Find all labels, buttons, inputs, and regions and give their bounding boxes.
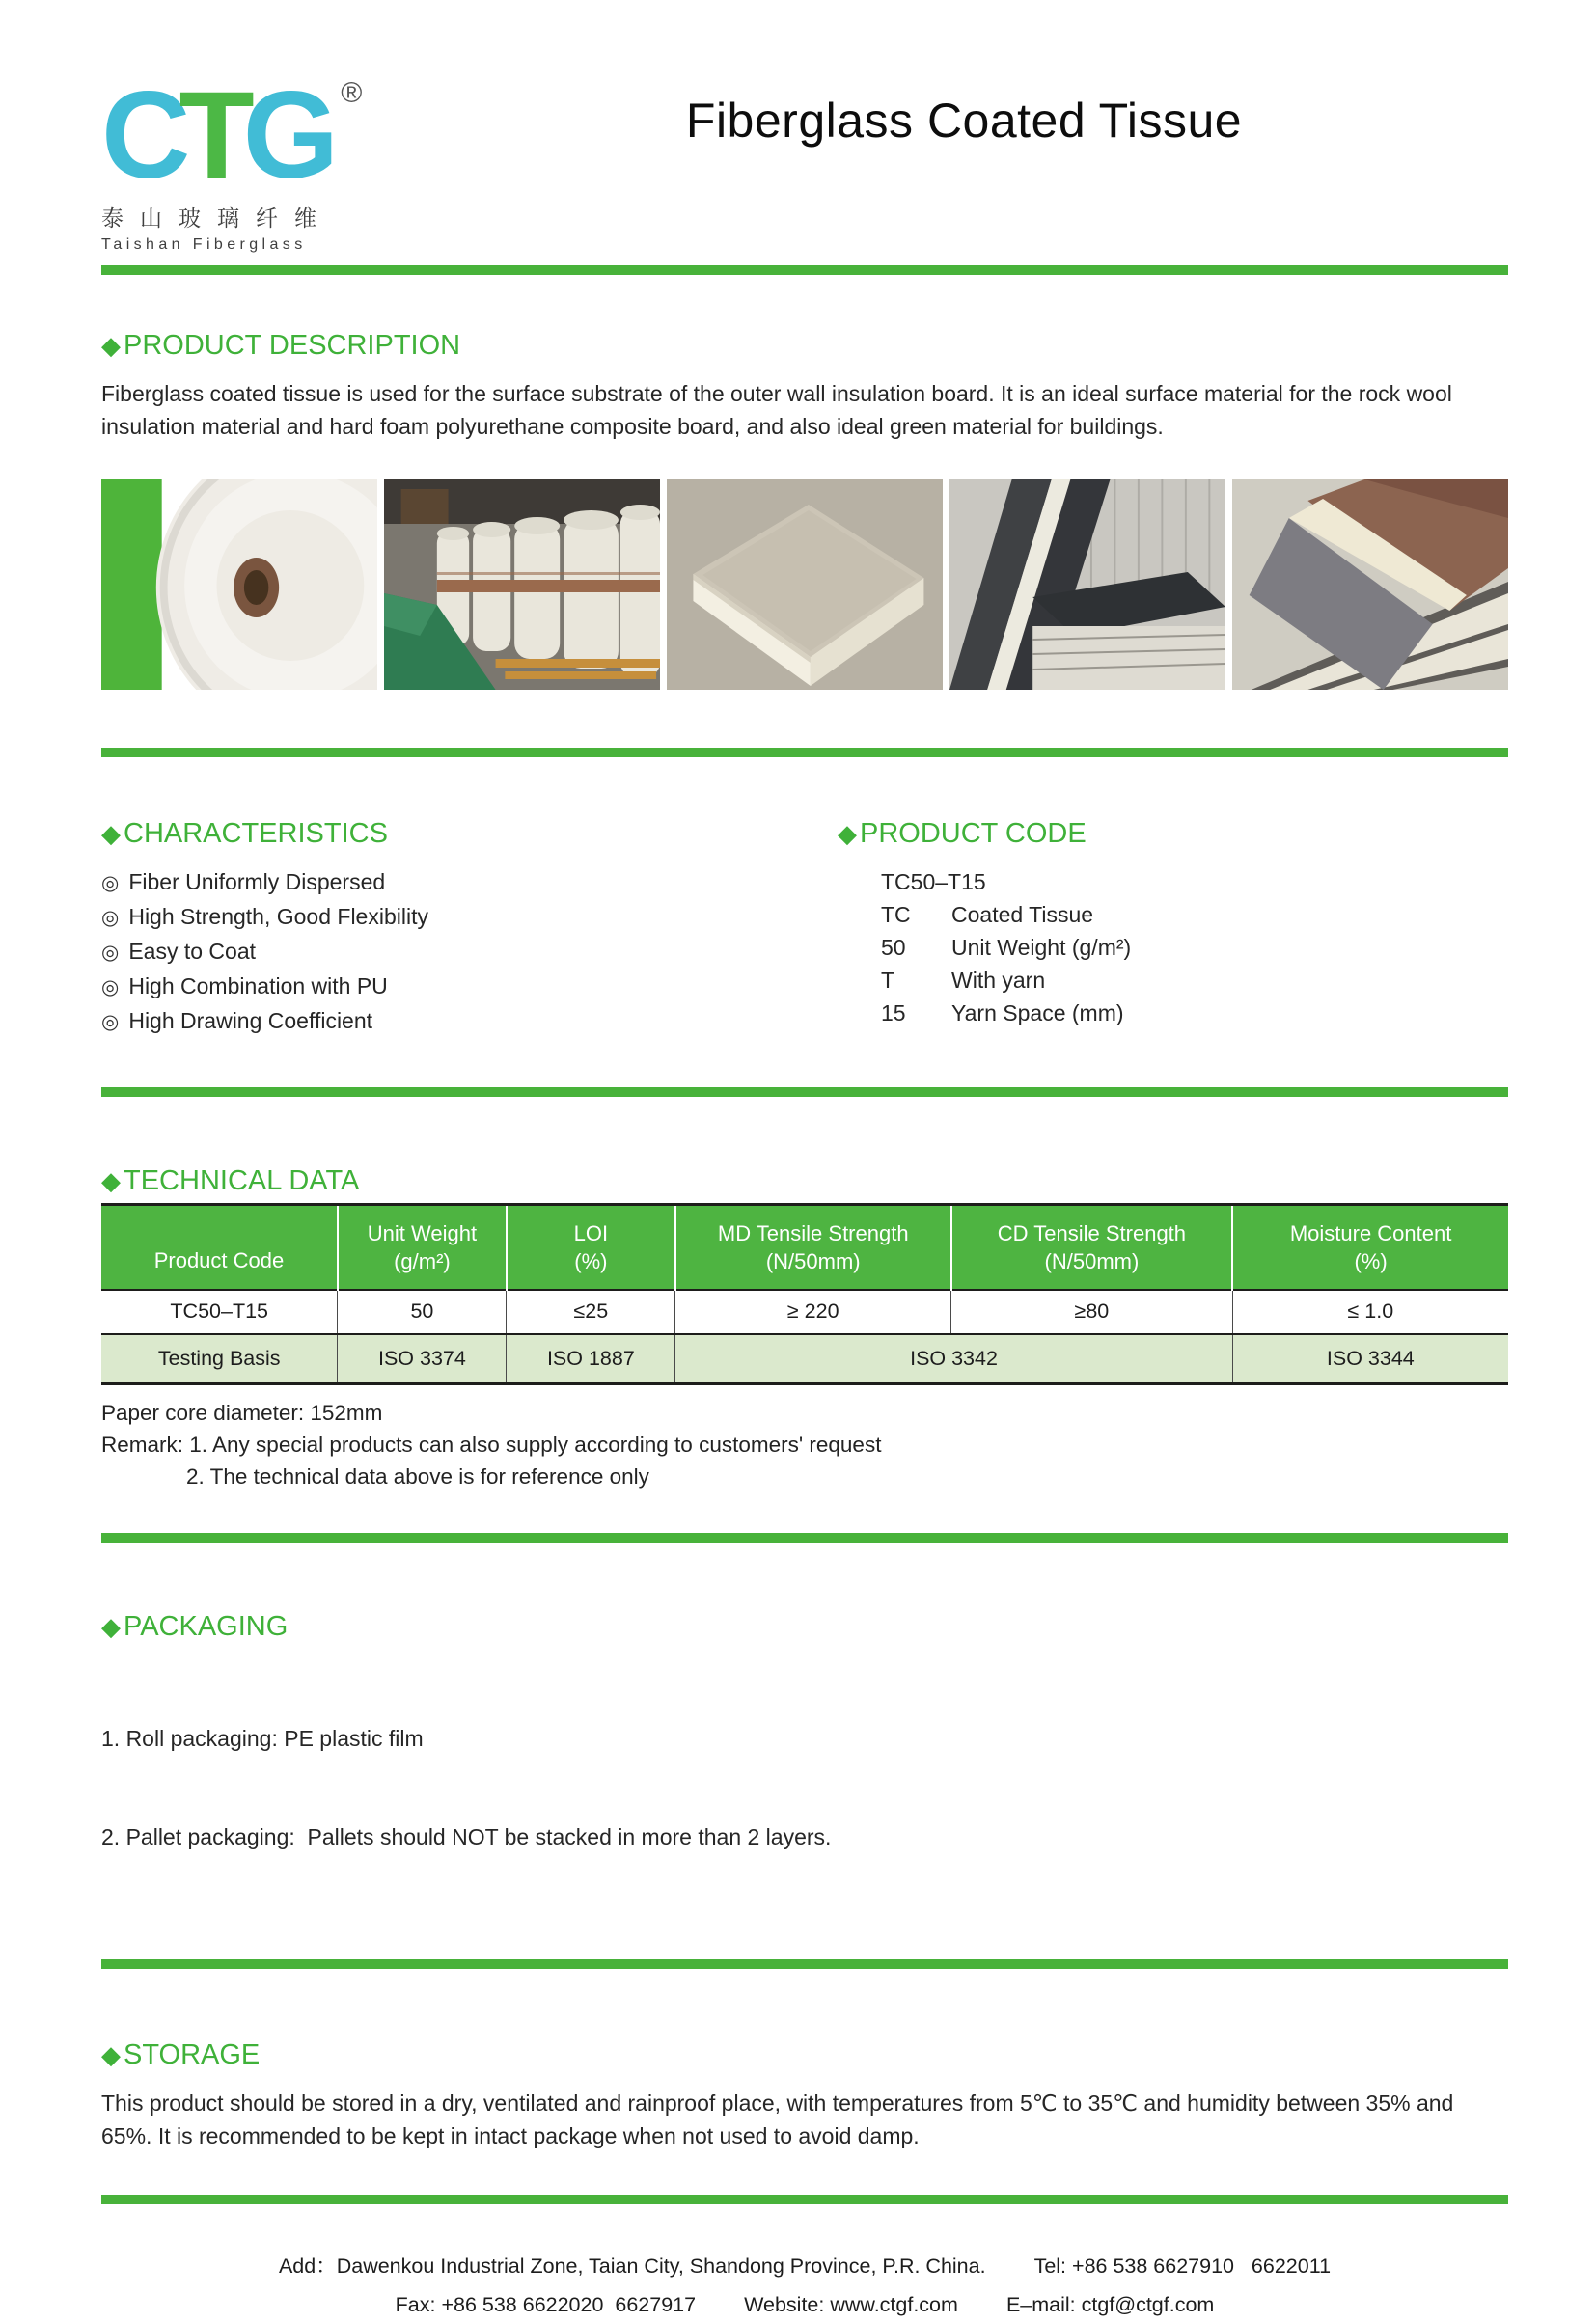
section-heading-product-description xyxy=(101,329,1508,362)
section-heading-packaging xyxy=(101,1610,1508,1643)
list-item-label: Easy to Coat xyxy=(128,939,257,964)
code-key: 15 xyxy=(881,1000,906,1025)
diamond-icon: ◆ xyxy=(101,2040,121,2069)
cell-iso-3344: ISO 3344 xyxy=(1232,1334,1508,1384)
company-logo xyxy=(101,37,420,265)
table-notes xyxy=(101,1397,1508,1492)
ring-bullet-icon: ◎ xyxy=(101,942,120,964)
cell-loi: ≤25 xyxy=(507,1290,675,1334)
section-heading-label: PACKAGING xyxy=(124,1611,289,1642)
header xyxy=(101,0,1508,265)
note-paper-core: Paper core diameter: 152mm xyxy=(101,1401,383,1425)
divider xyxy=(101,1959,1508,1969)
section-heading-label: PRODUCT DESCRIPTION xyxy=(124,330,461,361)
note-remark-2: 2. The technical data above is for reference only xyxy=(186,1464,649,1489)
diamond-icon: ◆ xyxy=(101,331,121,360)
divider xyxy=(101,1533,1508,1543)
product-description-text: Fiberglass coated tissue is used for the surface substrate of the outer wall insulation board. It is an ideal surface material for the rock wool insulation material and hard foam polyurethane composite board, and also ideal green material for buildings. xyxy=(101,381,1452,439)
note-remark-1: Remark: 1. Any special products can also supply according to customers' request xyxy=(101,1433,882,1457)
cell-md-tensile: ≥ 220 xyxy=(675,1290,951,1334)
section-heading-label: TECHNICAL DATA xyxy=(124,1165,360,1196)
packaging-item: 2. Pallet packaging: Pallets should NOT be stacked in more than 2 layers. xyxy=(101,1824,832,1849)
packaging-list xyxy=(101,1656,1508,1919)
header-cell-md-tensile: MD Tensile Strength (N/50mm) xyxy=(675,1205,951,1290)
page-title: Fiberglass Coated Tissue xyxy=(685,94,1243,148)
header-cell-product-code: Product Code xyxy=(101,1205,338,1290)
ring-bullet-icon: ◎ xyxy=(101,976,120,998)
list-item xyxy=(101,1004,838,1039)
code-legend-row xyxy=(881,898,1508,931)
section-heading-label: PRODUCT CODE xyxy=(860,818,1087,849)
registered-trademark-icon: ® xyxy=(341,77,363,109)
logo-letter-g: G xyxy=(242,67,328,205)
cell-unit-weight: 50 xyxy=(338,1290,507,1334)
title-area xyxy=(420,37,1508,265)
footer xyxy=(101,2247,1508,2324)
list-item xyxy=(101,865,838,900)
section-heading-label: CHARACTERISTICS xyxy=(124,818,388,849)
product-code-value: TC50–T15 xyxy=(881,869,986,894)
cell-iso-3342: ISO 3342 xyxy=(675,1334,1232,1384)
code-meaning: Unit Weight (g/m²) xyxy=(951,935,1132,960)
table-row-testing-basis xyxy=(101,1334,1508,1384)
footer-address: Add：Dawenkou Industrial Zone, Taian City, Shandong Province, P.R. China. xyxy=(278,2255,986,2278)
code-legend-row xyxy=(881,964,1508,997)
divider xyxy=(101,2195,1508,2204)
diamond-icon: ◆ xyxy=(101,819,121,848)
logo-letter-t: T xyxy=(179,67,243,205)
ring-bullet-icon: ◎ xyxy=(101,1011,120,1033)
list-item-label: Fiber Uniformly Dispersed xyxy=(128,869,386,894)
code-key: T xyxy=(881,968,895,993)
ring-bullet-icon: ◎ xyxy=(101,907,120,929)
code-legend-row xyxy=(881,931,1508,964)
product-photos xyxy=(101,479,1508,690)
divider xyxy=(101,265,1508,275)
ring-bullet-icon: ◎ xyxy=(101,872,120,894)
diamond-icon: ◆ xyxy=(101,1612,121,1641)
table-row-values xyxy=(101,1290,1508,1334)
storage-text: This product should be stored in a dry, ventilated and rainproof place, with temperatures from 5℃ to 35℃ and humidity between 35% and 65%. It is recommended to be kept in intact package when not used to avoid damp. xyxy=(101,2091,1454,2148)
characteristics-product-code-section xyxy=(101,817,1508,1039)
code-legend-row xyxy=(881,997,1508,1029)
section-heading-label: STORAGE xyxy=(124,2039,261,2070)
diamond-icon: ◆ xyxy=(838,819,857,848)
list-item xyxy=(101,970,838,1004)
diamond-icon: ◆ xyxy=(101,1166,121,1195)
datasheet-page xyxy=(101,0,1508,2324)
cell-cd-tensile: ≥80 xyxy=(951,1290,1233,1334)
product-code-block xyxy=(881,865,1508,1029)
list-item xyxy=(101,935,838,970)
footer-email: E–mail: ctgf@ctgf.com xyxy=(1005,2293,1215,2316)
cell-iso-3374: ISO 3374 xyxy=(338,1334,507,1384)
logo-chinese-name: 泰山玻璃纤维 xyxy=(101,205,333,231)
footer-tel: Tel: +86 538 6627910 6622011 xyxy=(1033,2255,1332,2278)
divider xyxy=(101,748,1508,757)
code-meaning: Yarn Space (mm) xyxy=(951,1000,1124,1025)
characteristics-section xyxy=(101,817,838,1039)
header-cell-loi: LOI (%) xyxy=(507,1205,675,1290)
code-key: TC xyxy=(881,902,911,927)
technical-data-table xyxy=(101,1203,1508,1385)
list-item-label: High Drawing Coefficient xyxy=(128,1008,373,1033)
logo-letter-c: C xyxy=(101,67,179,205)
photo-stacked-panels xyxy=(949,479,1225,690)
footer-fax: Fax: +86 538 6622020 6627917 xyxy=(395,2293,697,2316)
section-heading-storage xyxy=(101,2038,1508,2071)
product-code-section xyxy=(838,817,1508,1039)
table-header-row xyxy=(101,1205,1508,1290)
footer-website: Website: www.ctgf.com xyxy=(744,2293,958,2316)
code-meaning: With yarn xyxy=(951,968,1046,993)
section-heading-product-code xyxy=(838,817,1508,850)
code-meaning: Coated Tissue xyxy=(951,902,1094,927)
list-item-label: High Strength, Good Flexibility xyxy=(128,904,428,929)
characteristics-list xyxy=(101,865,838,1039)
photo-roll-warehouse xyxy=(384,479,660,690)
photo-tissue-roll xyxy=(101,479,377,690)
footer-line-2 xyxy=(101,2285,1508,2324)
section-heading-technical-data xyxy=(101,1164,1508,1197)
header-cell-cd-tensile: CD Tensile Strength (N/50mm) xyxy=(951,1205,1233,1290)
divider xyxy=(101,1087,1508,1097)
packaging-item: 1. Roll packaging: PE plastic film xyxy=(101,1726,424,1751)
code-key: 50 xyxy=(881,935,906,960)
cell-moisture: ≤ 1.0 xyxy=(1232,1290,1508,1334)
header-cell-unit-weight: Unit Weight (g/m²) xyxy=(338,1205,507,1290)
footer-line-1 xyxy=(101,2247,1508,2285)
cell-product-code: TC50–T15 xyxy=(101,1290,338,1334)
logo-english-name: Taishan Fiberglass xyxy=(101,236,307,253)
header-cell-moisture: Moisture Content (%) xyxy=(1232,1205,1508,1290)
cell-testing-basis: Testing Basis xyxy=(101,1334,338,1384)
cell-iso-1887: ISO 1887 xyxy=(507,1334,675,1384)
list-item-label: High Combination with PU xyxy=(128,973,388,998)
photo-composite-board xyxy=(667,479,943,690)
section-heading-characteristics xyxy=(101,817,838,850)
ctg-logo xyxy=(101,37,420,205)
list-item xyxy=(101,900,838,935)
photo-insulation-boards xyxy=(1232,479,1508,690)
